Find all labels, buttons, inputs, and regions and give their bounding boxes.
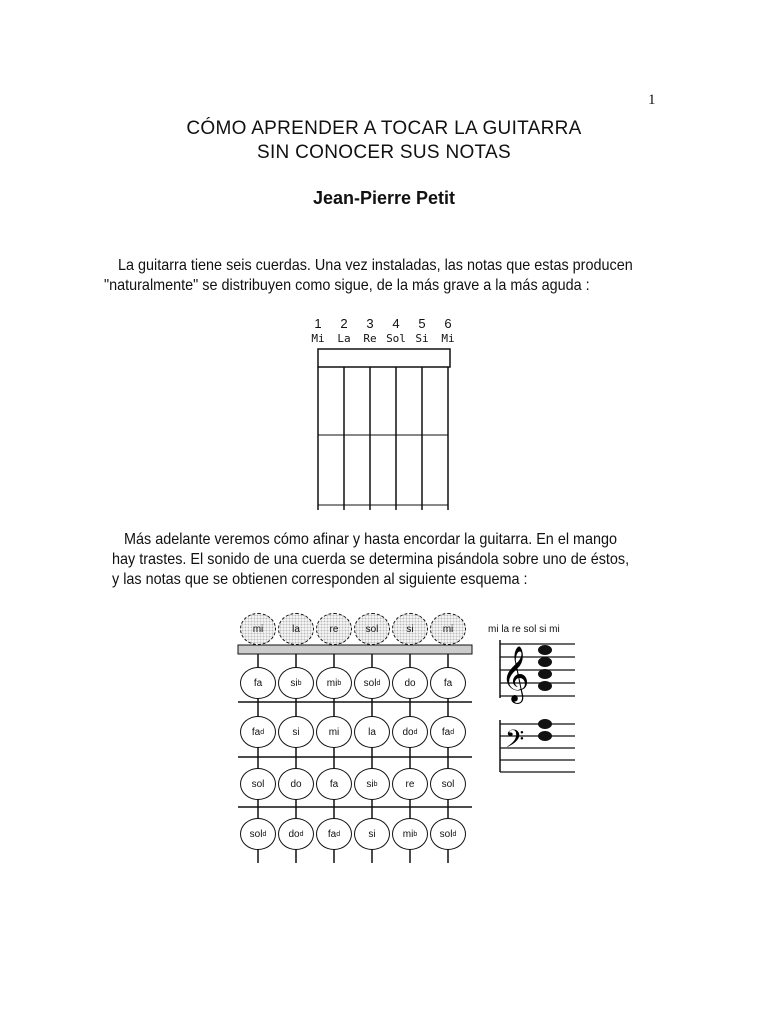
note-modifier: d bbox=[262, 830, 267, 838]
note-modifier: d bbox=[299, 830, 304, 838]
fret-note bbox=[354, 716, 390, 748]
open-note: si bbox=[392, 613, 428, 645]
fret-note bbox=[278, 716, 314, 748]
frets-para-line-2: hay trastes. El sonido de una cuerda se determina pisándola sobre uno de éstos, bbox=[112, 551, 630, 568]
string-name: Sol bbox=[386, 332, 406, 345]
string-number: 3 bbox=[366, 316, 374, 331]
string-number: 5 bbox=[418, 316, 426, 331]
note-name: do bbox=[404, 677, 416, 689]
note-name: sol bbox=[439, 828, 453, 840]
note-modifier: b bbox=[373, 780, 378, 788]
fret-note bbox=[278, 667, 314, 699]
note-modifier: d bbox=[413, 728, 418, 736]
note-head bbox=[538, 719, 552, 729]
nut-box bbox=[318, 349, 450, 367]
intro-line-2: "naturalmente" se distribuyen como sigue, de la más grave a la más aguda : bbox=[104, 277, 590, 294]
string-number: 4 bbox=[392, 316, 400, 331]
bass-clef-icon: 𝄢 bbox=[505, 725, 525, 760]
fret-note bbox=[354, 818, 390, 850]
fret-note bbox=[316, 667, 352, 699]
note-name: sol bbox=[251, 778, 265, 790]
fret-note bbox=[240, 818, 276, 850]
note-name: do bbox=[402, 726, 414, 738]
bass-staff bbox=[500, 719, 575, 772]
note-name: si bbox=[368, 828, 376, 840]
open-note: mi bbox=[430, 613, 466, 645]
string-number: 2 bbox=[340, 316, 348, 331]
note-name: re bbox=[405, 778, 415, 790]
note-modifier: b bbox=[337, 679, 342, 687]
note-name: mi bbox=[328, 726, 340, 738]
string-name: Si bbox=[415, 332, 429, 345]
fret-note bbox=[240, 768, 276, 800]
note-modifier: b bbox=[297, 679, 302, 687]
author: Jean-Pierre Petit bbox=[312, 188, 456, 208]
page-number: 1 bbox=[648, 92, 656, 108]
open-note: re bbox=[316, 613, 352, 645]
note-name: la bbox=[368, 726, 376, 738]
note-modifier: d bbox=[260, 728, 265, 736]
note-name: fa bbox=[329, 778, 339, 790]
intro-line-1: La guitarra tiene seis cuerdas. Una vez instaladas, las notas que estas producen bbox=[118, 257, 633, 274]
fret-note bbox=[430, 716, 466, 748]
note-name: fa bbox=[253, 677, 263, 689]
note-name: fa bbox=[327, 828, 337, 840]
note-name: si bbox=[366, 778, 374, 790]
note-head bbox=[538, 645, 552, 655]
note-name: mi bbox=[326, 677, 338, 689]
fret-note bbox=[430, 818, 466, 850]
fret-note bbox=[316, 716, 352, 748]
title-line-2: SIN CONOCER SUS NOTAS bbox=[256, 142, 512, 163]
note-name: fa bbox=[443, 677, 453, 689]
string-name: Re bbox=[363, 332, 377, 345]
staff-notation bbox=[495, 640, 580, 775]
note-name: do bbox=[288, 828, 300, 840]
string-number: 6 bbox=[444, 316, 452, 331]
string-name: Mi bbox=[441, 332, 455, 345]
fret-note bbox=[392, 716, 428, 748]
fret-note bbox=[392, 768, 428, 800]
note-head bbox=[538, 657, 552, 667]
note-modifier: d bbox=[452, 830, 457, 838]
open-note: mi bbox=[240, 613, 276, 645]
fret-note bbox=[240, 667, 276, 699]
note-name: fa bbox=[251, 726, 261, 738]
note-modifier: d bbox=[336, 830, 341, 838]
note-name: sol bbox=[363, 677, 377, 689]
fret-note bbox=[354, 768, 390, 800]
fret-note bbox=[430, 667, 466, 699]
fret-note bbox=[278, 818, 314, 850]
fret-note bbox=[316, 818, 352, 850]
open-note: la bbox=[278, 613, 314, 645]
treble-clef-icon: 𝄞 bbox=[501, 646, 530, 702]
fret-note bbox=[354, 667, 390, 699]
fret-note bbox=[430, 768, 466, 800]
string-name: Mi bbox=[311, 332, 325, 345]
note-modifier: d bbox=[376, 679, 381, 687]
fret-note bbox=[316, 768, 352, 800]
note-name: do bbox=[290, 778, 302, 790]
note-name: sol bbox=[249, 828, 263, 840]
fret-note bbox=[240, 716, 276, 748]
note-head bbox=[538, 681, 552, 691]
open-strings-diagram bbox=[310, 345, 462, 510]
note-name: sol bbox=[441, 778, 455, 790]
title-line-1: CÓMO APRENDER A TOCAR LA GUITARRA bbox=[186, 118, 582, 139]
note-head bbox=[538, 731, 552, 741]
fret-note bbox=[392, 818, 428, 850]
note-name: mi bbox=[402, 828, 414, 840]
treble-staff bbox=[500, 640, 575, 704]
note-modifier: d bbox=[450, 728, 455, 736]
note-modifier: b bbox=[413, 830, 418, 838]
string-name: La bbox=[337, 332, 351, 345]
nut-bar bbox=[238, 645, 472, 654]
string-number: 1 bbox=[314, 316, 322, 331]
note-name: si bbox=[292, 726, 300, 738]
fret-note bbox=[278, 768, 314, 800]
note-head bbox=[538, 669, 552, 679]
note-name: si bbox=[290, 677, 298, 689]
fret-note bbox=[392, 667, 428, 699]
note-name: fa bbox=[441, 726, 451, 738]
staff-label: mi la re sol si mi bbox=[488, 624, 560, 635]
open-note: sol bbox=[354, 613, 390, 645]
frets-para-line-1: Más adelante veremos cómo afinar y hasta encordar la guitarra. En el mango bbox=[124, 531, 618, 548]
frets-para-line-3: y las notas que se obtienen corresponden al siguiente esquema : bbox=[112, 571, 528, 588]
